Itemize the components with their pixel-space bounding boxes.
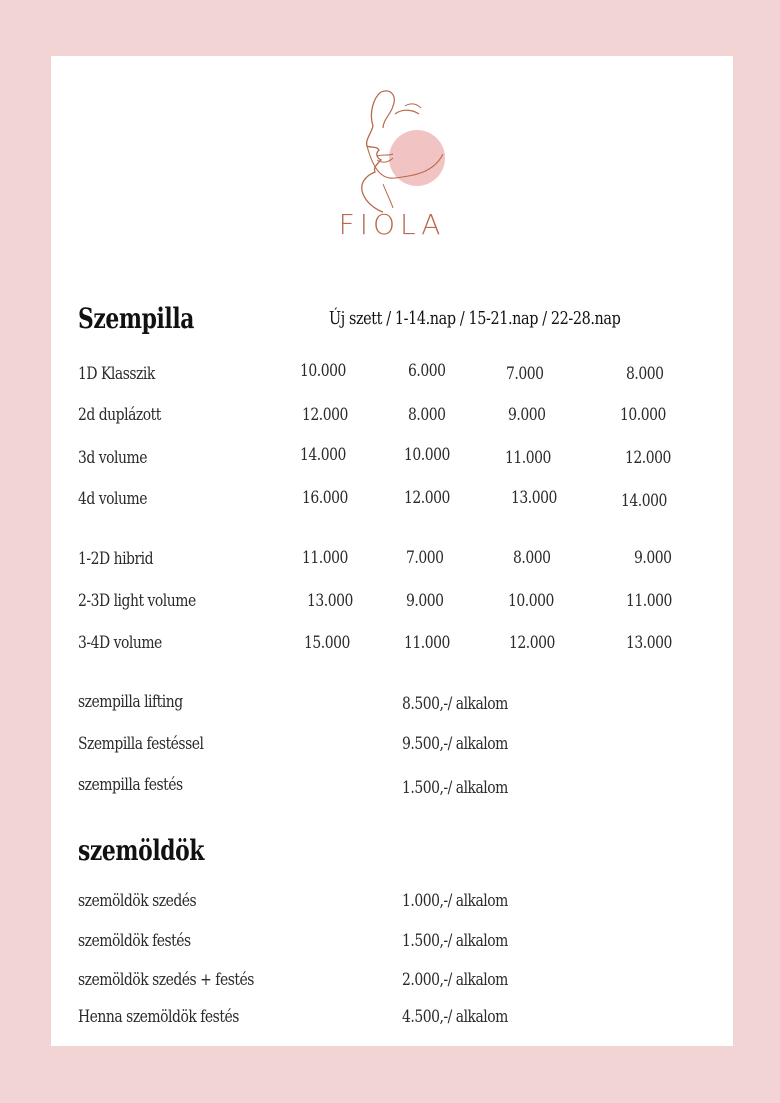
lash-extra-price: 8.500,-/ alkalom (402, 694, 508, 714)
lash-row-name: 3d volume (78, 448, 147, 468)
lash-price-new: 12.000 (302, 405, 348, 425)
brow-item-name: szemöldök szedés (78, 891, 197, 911)
lash-price-15-21: 8.000 (513, 548, 551, 568)
lash-price-22-28: 13.000 (626, 633, 672, 653)
brand-logotype: FIOLA (338, 208, 446, 241)
brow-item-name: Henna szemöldök festés (78, 1007, 239, 1027)
lash-price-1-14: 8.000 (408, 405, 446, 425)
brow-item-price: 2.000,-/ alkalom (402, 970, 508, 990)
lash-row-name: 2-3D light volume (78, 591, 196, 611)
lash-price-15-21: 13.000 (511, 488, 557, 508)
lash-row-name: 4d volume (78, 489, 147, 509)
lash-extra-price: 1.500,-/ alkalom (402, 778, 508, 798)
brow-item-price: 1.500,-/ alkalom (402, 931, 508, 951)
lash-price-1-14: 11.000 (404, 633, 450, 653)
lash-price-15-21: 9.000 (508, 405, 546, 425)
lash-price-22-28: 9.000 (634, 548, 672, 568)
lash-price-new: 10.000 (300, 361, 346, 381)
brow-item-name: szemöldök festés (78, 931, 191, 951)
lash-price-22-28: 8.000 (626, 364, 664, 384)
brow-item-price: 4.500,-/ alkalom (402, 1007, 508, 1027)
lash-row-name: 1D Klasszik (78, 364, 155, 384)
brow-item-price: 1.000,-/ alkalom (402, 891, 508, 911)
lash-price-15-21: 7.000 (506, 364, 544, 384)
lash-extra-name: Szempilla festéssel (78, 734, 204, 754)
lash-price-1-14: 6.000 (408, 361, 446, 381)
lash-price-new: 11.000 (302, 548, 348, 568)
lash-row-name: 1-2D hibrid (78, 549, 154, 569)
lash-column-headers: Új szett / 1-14.nap / 15-21.nap / 22-28.nap (329, 308, 621, 329)
lash-row-name: 2d duplázott (78, 405, 161, 425)
brow-item-name: szemöldök szedés + festés (78, 970, 254, 990)
lash-price-new: 15.000 (304, 633, 350, 653)
lash-price-15-21: 12.000 (509, 633, 555, 653)
lash-price-22-28: 12.000 (625, 448, 671, 468)
lash-price-1-14: 7.000 (406, 548, 444, 568)
lash-price-1-14: 12.000 (404, 488, 450, 508)
lash-extra-name: szempilla festés (78, 775, 183, 795)
brow-section-title: szemöldök (78, 834, 205, 867)
lash-price-22-28: 10.000 (620, 405, 666, 425)
price-list-card (51, 56, 733, 1046)
lash-price-new: 13.000 (307, 591, 353, 611)
lash-extra-name: szempilla lifting (78, 692, 183, 712)
lash-row-name: 3-4D volume (78, 633, 162, 653)
lash-price-15-21: 10.000 (508, 591, 554, 611)
lash-price-15-21: 11.000 (505, 448, 551, 468)
lash-price-1-14: 9.000 (406, 591, 444, 611)
lash-extra-price: 9.500,-/ alkalom (402, 734, 508, 754)
lash-price-22-28: 14.000 (621, 491, 667, 511)
lash-price-1-14: 10.000 (404, 445, 450, 465)
lash-section-title: Szempilla (78, 302, 194, 335)
lash-price-new: 16.000 (302, 488, 348, 508)
lash-price-22-28: 11.000 (626, 591, 672, 611)
lash-price-new: 14.000 (300, 445, 346, 465)
